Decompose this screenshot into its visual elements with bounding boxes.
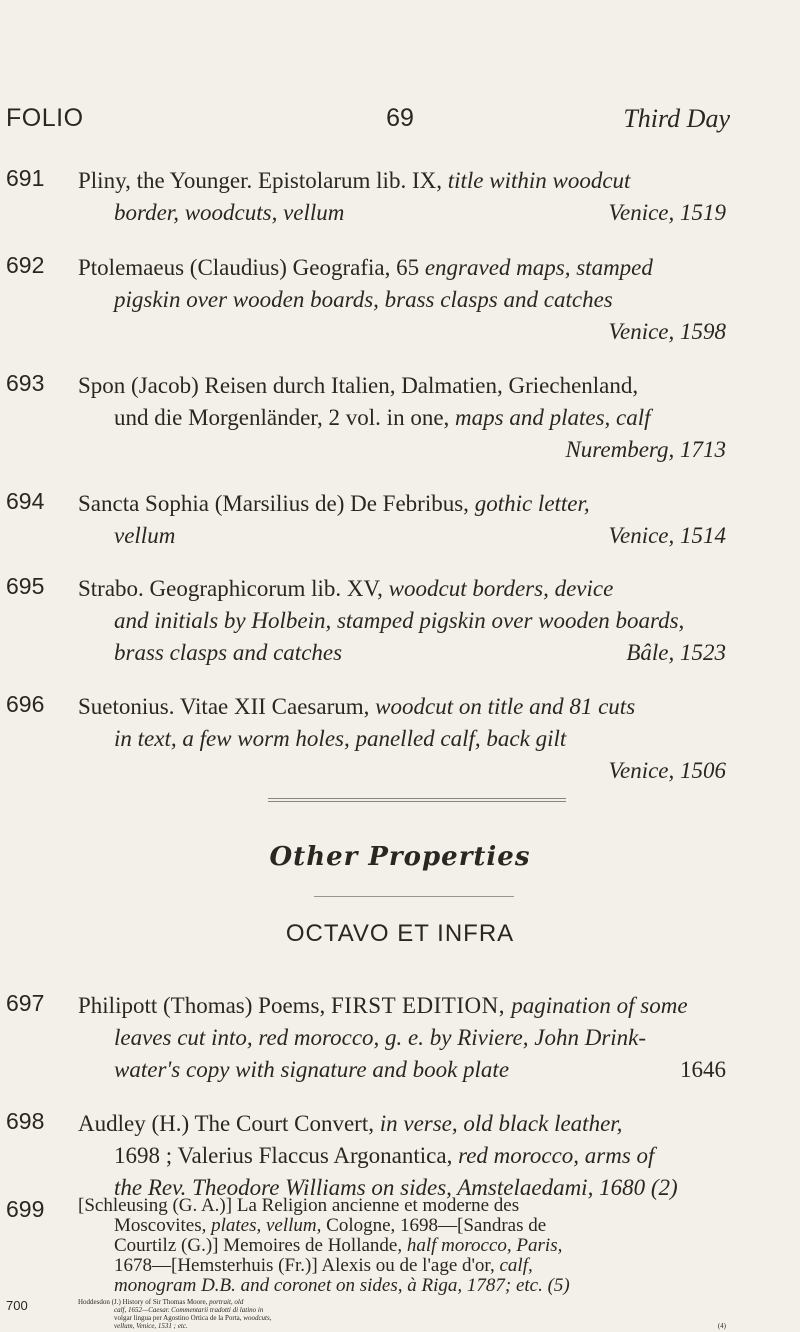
lot-text: Strabo. Geographicorum lib. XV, <box>78 576 389 601</box>
page-header <box>0 104 800 140</box>
lot-imprint: Venice, 1519 <box>608 200 726 225</box>
lot-text: calf, 1652—Caesar. Commentarii tradotti di latino in <box>114 1306 264 1314</box>
lot-text: Pliny, the Younger. <box>78 168 258 193</box>
lot-imprint: Nuremberg, 1713 <box>565 437 726 462</box>
lot-text: maps and plates, calf <box>455 405 651 430</box>
lot-number: 696 <box>6 691 45 717</box>
lot-description <box>78 1196 726 1296</box>
lot-text: water's copy with signature and book plate <box>114 1057 510 1082</box>
lot-text: engraved maps, stamped <box>424 255 653 280</box>
lot-description <box>78 573 726 669</box>
lot-text: brass clasps and catches <box>114 640 343 665</box>
lot-text: FIRST EDITION, <box>331 993 512 1018</box>
section-heading: Other Properties <box>269 842 531 872</box>
lot-text: [Schleusing (G. A.)] La Religion ancienne et moderne des <box>78 1195 520 1216</box>
lot-text: portrait, old <box>209 1298 244 1306</box>
lot-text: woodcut borders, device <box>388 576 614 601</box>
lot-text: pigskin over wooden boards, brass clasps and catches <box>114 287 613 312</box>
lot-text: Ptolemaeus (Claudius) Geografia, 65 <box>78 255 425 280</box>
lot-number: 698 <box>6 1108 45 1134</box>
lot-text: the Rev. Theodore Williams on sides, Amstelaedami, 1680 (2) <box>114 1175 678 1200</box>
section-divider <box>268 801 566 802</box>
lot-number: 697 <box>6 990 45 1016</box>
lot-text: in verse, old black leather, <box>379 1111 623 1136</box>
section-divider <box>268 798 566 799</box>
lot-number: 699 <box>6 1196 45 1222</box>
folio-label: FOLIO <box>6 104 84 132</box>
lot-text: Hoddesdon (J.) History of Sir Thomas Moore, <box>78 1298 210 1306</box>
lot-number: 695 <box>6 573 45 599</box>
lot-text: Spon (Jacob) Reisen durch Italien, Dalmatien, Griechenland, <box>78 373 639 398</box>
lot-imprint: 1646 <box>680 1057 726 1082</box>
lot-imprint: Venice, 1506 <box>608 758 726 783</box>
page-number: 69 <box>386 104 414 132</box>
lot-text: Audley (H.) The Court Convert, <box>78 1111 380 1136</box>
lot-number: 693 <box>6 370 45 396</box>
lot-description <box>78 252 726 348</box>
lot-text: Sancta Sophia (Marsilius de) De Febribus, <box>78 491 475 516</box>
lot-text: woodcut on title and 81 cuts <box>375 694 636 719</box>
lot-description <box>78 488 726 552</box>
lot-imprint: (4) <box>717 1322 726 1330</box>
lot-text: Courtilz (G.)] Memoires de Hollande, <box>114 1235 407 1256</box>
sale-day: Third Day <box>623 104 730 133</box>
lot-description <box>78 990 726 1086</box>
lot-number: 700 <box>6 1298 28 1313</box>
section-subheading: OCTAVO ET INFRA <box>285 920 515 947</box>
lot-text: woodcuts, <box>243 1314 272 1322</box>
lot-text: gothic letter, <box>474 491 590 516</box>
lot-text: vellum, Venice, 1531 ; etc. <box>114 1322 188 1330</box>
lot-text: Moscovites, <box>114 1215 212 1236</box>
lot-text: and initials by Holbein, stamped pigskin over wooden boards, <box>114 608 685 633</box>
lot-description <box>78 1298 726 1330</box>
lot-text: Philipott (Thomas) Poems, <box>78 993 331 1018</box>
lot-description <box>78 165 726 229</box>
lot-text: 1678—[Hemsterhuis (Fr.)] Alexis ou de l'age d'or, <box>114 1255 500 1276</box>
lot-text: red morocco, arms of <box>458 1143 655 1168</box>
lot-text: half morocco, Paris, <box>406 1235 563 1256</box>
lot-text: und die Morgenländer, 2 vol. in one, <box>114 405 456 430</box>
lot-text: title within woodcut <box>447 168 631 193</box>
lot-number: 692 <box>6 252 45 278</box>
lot-description <box>78 691 726 787</box>
lot-text: Suetonius. Vitae XII Caesarum, <box>78 694 376 719</box>
lot-text: border, woodcuts, vellum <box>114 200 345 225</box>
lot-text: pagination of some <box>511 993 688 1018</box>
lot-description <box>78 1108 726 1204</box>
lot-text: leaves cut into, red morocco, g. e. by Riviere, John Drink- <box>114 1025 647 1050</box>
lot-number: 691 <box>6 165 45 191</box>
lot-text: vellum <box>114 523 176 548</box>
lot-text: in text, a few worm holes, panelled calf, back gilt <box>114 726 567 751</box>
lot-text: calf, <box>499 1255 533 1276</box>
lot-imprint: Venice, 1514 <box>608 523 726 548</box>
lot-text: 1698 ; Valerius Flaccus Argonantica, <box>114 1143 459 1168</box>
lot-text: volgar lingua per Agostino Ortica de la Porta, <box>114 1314 244 1322</box>
lot-text: Epistolarum lib. IX, <box>257 168 448 193</box>
lot-text: Cologne, 1698—[Sandras de <box>326 1215 547 1236</box>
heading-underline <box>314 896 514 897</box>
lot-description <box>78 370 726 466</box>
lot-number: 694 <box>6 488 45 514</box>
lot-text: monogram D.B. and coronet on sides, à Riga, 1787; etc. (5) <box>114 1275 570 1296</box>
lot-text: plates, vellum, <box>211 1215 327 1236</box>
lot-imprint: Bâle, 1523 <box>626 640 726 665</box>
lot-imprint: Venice, 1598 <box>608 319 726 344</box>
